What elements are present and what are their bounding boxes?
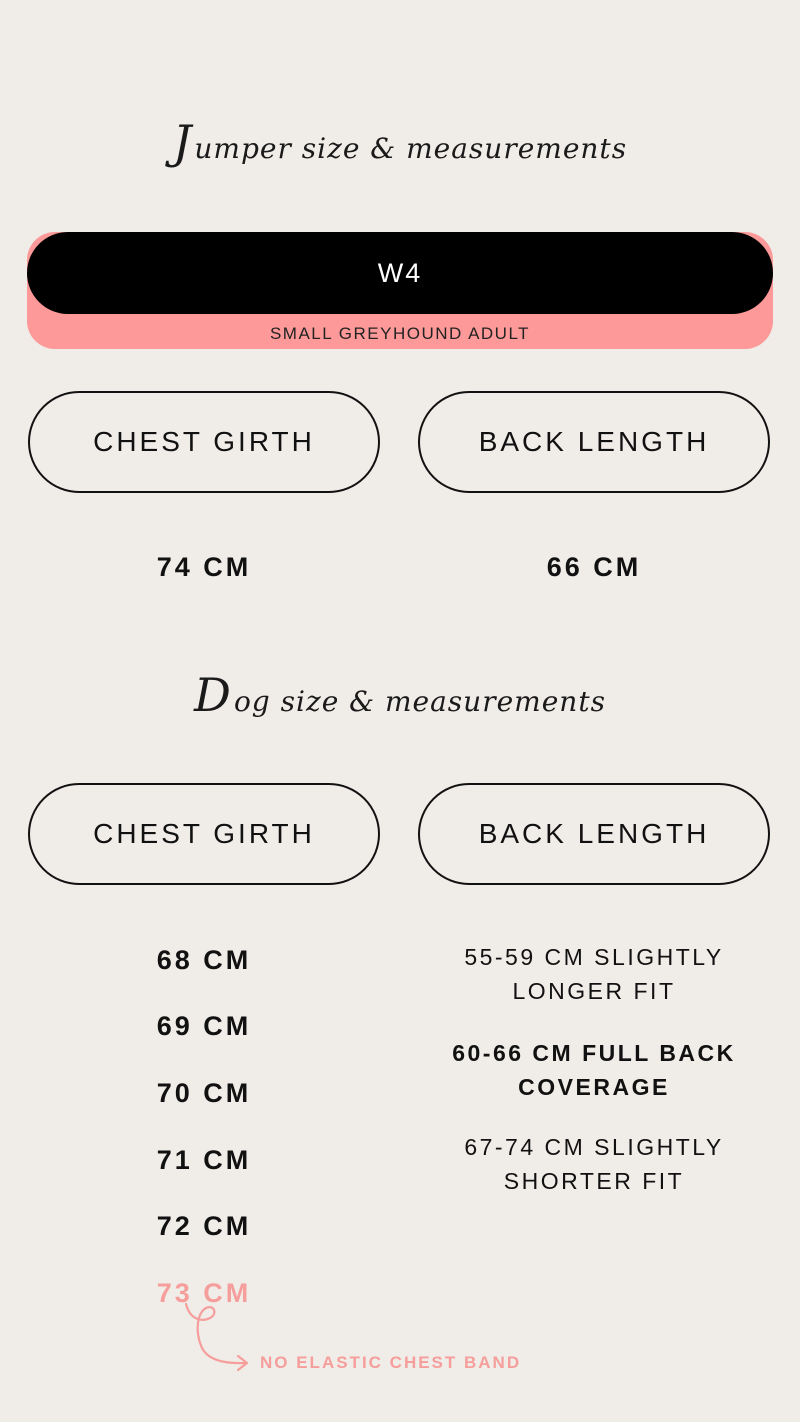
back-fit-line: 55-59 CM SLIGHTLY (464, 944, 724, 970)
size-description: SMALL GREYHOUND ADULT (269, 324, 531, 343)
chest-band-note: NO ELASTIC CHEST BAND (260, 1353, 522, 1372)
size-code: W4 (377, 257, 423, 288)
back-fit-line: 67-74 CM SLIGHTLY (464, 1134, 724, 1160)
back-fit-item (418, 940, 770, 1008)
back-fit-line: LONGER FIT (512, 978, 676, 1004)
jumper-chest-value: 74 CM (156, 552, 252, 582)
back-fit-line: COVERAGE (518, 1074, 670, 1100)
dog-chest-value: 71 CM (156, 1145, 252, 1175)
dog-chest-girth-label: CHEST GIRTH (28, 783, 380, 885)
back-fit-line: 60-66 CM FULL BACK (452, 1040, 736, 1066)
dog-chest-value: 69 CM (156, 1011, 252, 1041)
dog-title-rest: og size & measurements (233, 685, 606, 718)
size-card (27, 232, 773, 349)
dog-chest-value: 70 CM (156, 1078, 252, 1108)
jumper-back-value: 66 CM (546, 552, 642, 582)
jumper-back-length-label: BACK LENGTH (418, 391, 770, 493)
dog-section-title (0, 668, 800, 722)
dog-chest-value-highlighted: 73 CM (156, 1278, 252, 1308)
dog-back-length-label: BACK LENGTH (418, 783, 770, 885)
back-fit-item-recommended (418, 1036, 770, 1104)
jumper-chest-girth-label: CHEST GIRTH (28, 391, 380, 493)
jumper-title-initial: J (172, 115, 193, 169)
size-code-banner (27, 232, 773, 314)
dog-chest-value: 68 CM (156, 945, 252, 975)
jumper-title-rest: umper size & measurements (194, 132, 628, 165)
curved-arrow-icon (176, 1300, 260, 1380)
back-fit-line: SHORTER FIT (503, 1168, 685, 1194)
dog-chest-value: 72 CM (156, 1211, 252, 1241)
jumper-section-title (0, 115, 800, 169)
back-fit-item (418, 1130, 770, 1198)
dog-title-initial: D (194, 668, 232, 722)
